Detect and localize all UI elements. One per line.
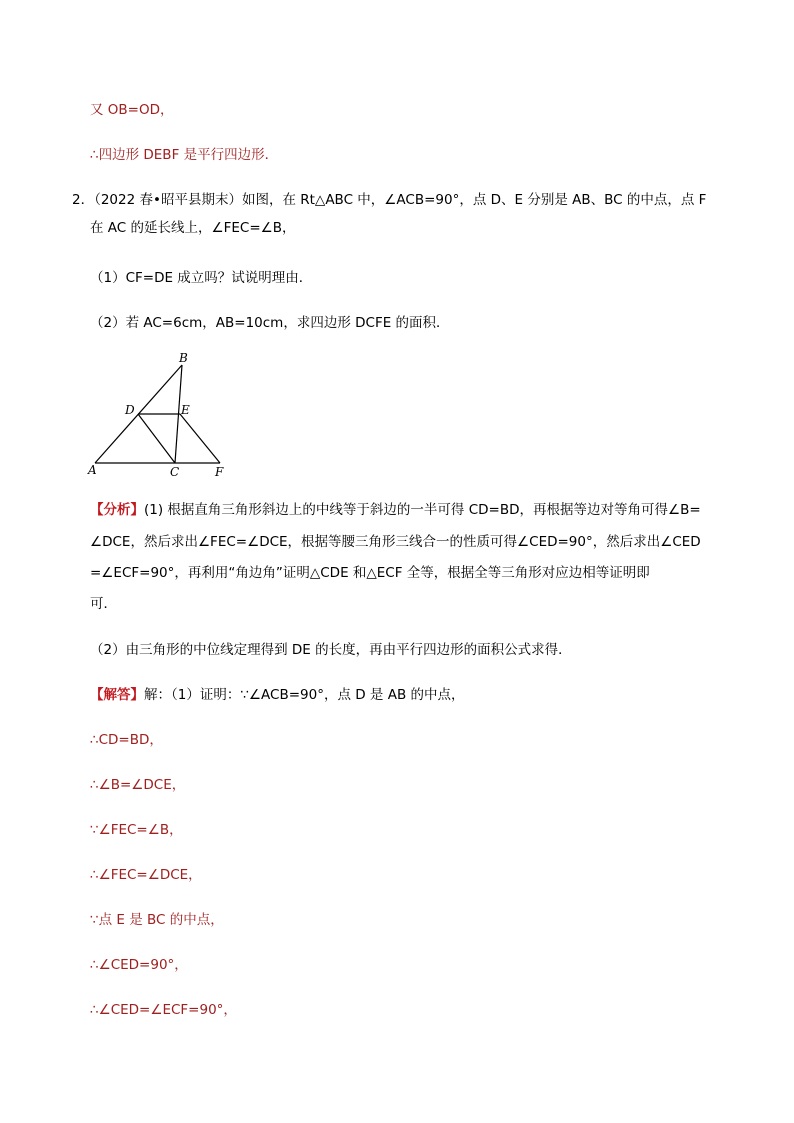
- label-E: E: [181, 403, 190, 417]
- segment-EF: [180, 414, 220, 463]
- solution-tag: 【解答】: [90, 687, 144, 703]
- question-source: （2022 春•昭平县期末）: [94, 192, 242, 208]
- geometry-figure: [85, 348, 245, 483]
- label-F: F: [215, 465, 224, 479]
- analysis-line-1: 【分析】(1) 根据直角三角形斜边上的中线等于斜边的一半可得 CD=BD，再根据等边对等角可得∠B=: [90, 502, 701, 518]
- analysis-line-3: =∠ECF=90°，再利用“角边角”证明△CDE 和△ECF 全等，根据全等三角形对应边相等证明即: [90, 565, 650, 581]
- solution-step-7: ∴∠CED=∠ECF=90°，: [90, 1002, 237, 1018]
- label-C: C: [170, 465, 180, 479]
- solution-step-4: ∴∠FEC=∠DCE，: [90, 867, 202, 883]
- solution-step-2: ∴∠B=∠DCE，: [90, 777, 186, 793]
- analysis-tag: 【分析】: [90, 502, 144, 518]
- question-part-1: （1）CF=DE 成立吗？试说明理由．: [90, 270, 313, 286]
- solution-line-1: 【解答】解：（1）证明：∵∠ACB=90°，点 D 是 AB 的中点，: [90, 687, 465, 703]
- label-D: D: [125, 403, 135, 417]
- analysis-line-2: ∠DCE，然后求出∠FEC=∠DCE，根据等腰三角形三线合一的性质可得∠CED=90°，然后求出∠CED: [90, 534, 701, 550]
- question-part-2: （2）若 AC=6cm，AB=10cm，求四边形 DCFE 的面积．: [90, 315, 450, 331]
- solution-step-3: ∵∠FEC=∠B，: [90, 822, 183, 838]
- prev-line-2: ∴四边形 DEBF 是平行四边形．: [90, 147, 279, 163]
- question-stem-1: 2．（2022 春•昭平县期末）如图，在 Rt△ABC 中，∠ACB=90°，点 D、E 分别是 AB、BC 的中点，点 F: [72, 192, 707, 208]
- label-A: A: [88, 463, 97, 477]
- label-B: B: [179, 351, 188, 365]
- prev-line-1: 又 OB=OD，: [90, 102, 174, 118]
- solution-step-5: ∵点 E 是 BC 的中点，: [90, 912, 224, 928]
- solution-step-1: ∴CD=BD，: [90, 732, 163, 748]
- solution-step-6: ∴∠CED=90°，: [90, 957, 188, 973]
- segment-DC: [138, 414, 175, 463]
- analysis-line-5: （2）由三角形的中位线定理得到 DE 的长度，再由平行四边形的面积公式求得．: [90, 642, 572, 658]
- question-number: 2．: [72, 192, 95, 208]
- analysis-line-4: 可．: [90, 596, 117, 612]
- question-stem-2: 在 AC 的延长线上，∠FEC=∠B，: [90, 220, 296, 236]
